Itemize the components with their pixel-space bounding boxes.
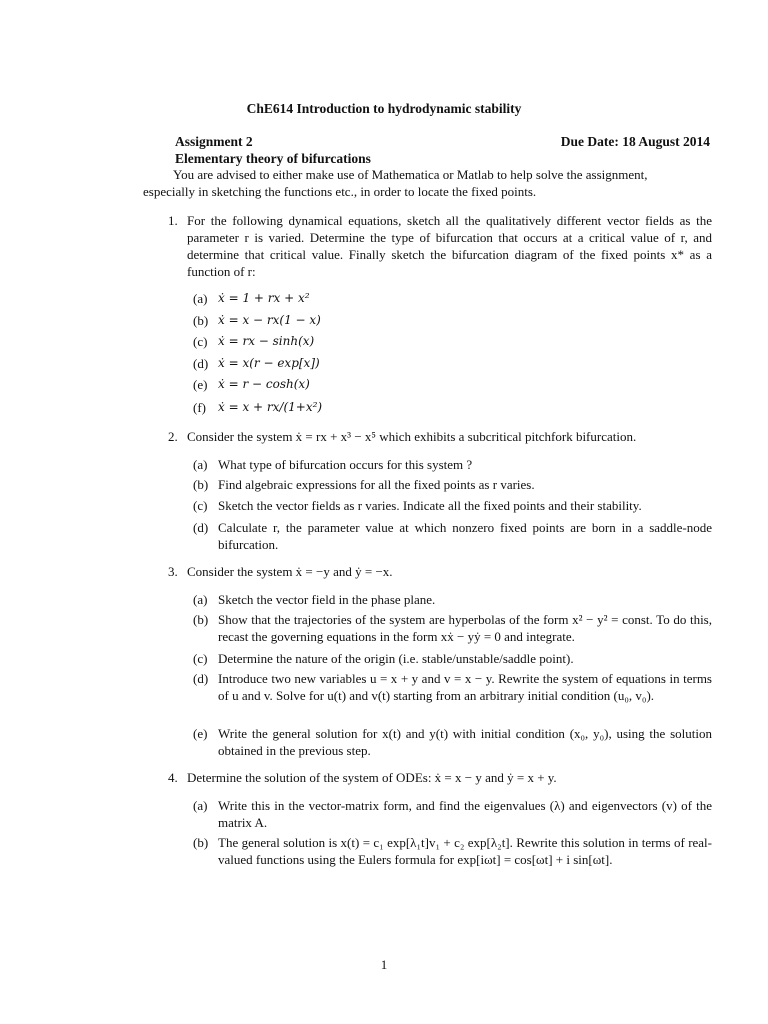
item-text: What type of bifurcation occurs for this system ? bbox=[218, 457, 473, 472]
question-1-item-c bbox=[193, 333, 712, 350]
item-text: Determine the nature of the origin (i.e. stable/unstable/saddle point). bbox=[218, 651, 574, 666]
item-label: (d) bbox=[193, 671, 209, 686]
item-label: (c) bbox=[193, 334, 208, 349]
question-2-item-a bbox=[193, 456, 712, 473]
question-number: 1. bbox=[168, 213, 178, 228]
item-text: ẋ = x + rx/(1+x²) bbox=[218, 400, 323, 414]
item-label: (e) bbox=[193, 377, 208, 392]
question-4-item-b bbox=[193, 834, 712, 868]
item-label: (f) bbox=[193, 400, 206, 415]
item-label: (c) bbox=[193, 651, 208, 666]
question-1-item-f bbox=[193, 399, 712, 416]
item-text: Find algebraic expressions for all the fixed points as r varies. bbox=[218, 477, 535, 492]
intro-line-1: You are advised to either make use of Mathematica or Matlab to help solve the assignment, bbox=[173, 167, 648, 182]
item-text: Sketch the vector fields as r varies. Indicate all the fixed points and their stability. bbox=[218, 498, 642, 513]
question-text: For the following dynamical equations, sketch all the qualitatively different vector fields as the parameter r is varied. Determine the type of bifurcation that occurs at a critical value of r, and determine that critical value. Finally sketch the bifurcation diagram of the fixed points x* as a function of r: bbox=[187, 213, 712, 279]
item-label: (b) bbox=[193, 835, 209, 850]
intro-paragraph bbox=[143, 166, 711, 200]
question-1-item-a bbox=[193, 290, 712, 307]
item-label: (b) bbox=[193, 477, 209, 492]
question-1-item-b bbox=[193, 312, 712, 329]
item-text: ẋ = x − rx(1 − x) bbox=[218, 313, 321, 327]
question-1-item-e bbox=[193, 376, 712, 393]
question-4 bbox=[168, 769, 712, 786]
item-text: ẋ = x(r − exp[x]) bbox=[218, 356, 320, 370]
item-text: ẋ = r − cosh(x) bbox=[218, 377, 310, 391]
question-1-item-d bbox=[193, 355, 712, 372]
question-3-item-c bbox=[193, 650, 712, 667]
page-number: 1 bbox=[380, 957, 388, 972]
item-text: Write this in the vector-matrix form, and find the eigenvalues (λ) and eigenvectors (v) of the matrix A. bbox=[218, 798, 712, 830]
question-number: 3. bbox=[168, 564, 178, 579]
due-date: Due Date: 18 August 2014 bbox=[560, 134, 710, 149]
item-label: (d) bbox=[193, 356, 209, 371]
question-2-item-c bbox=[193, 497, 712, 514]
item-label: (a) bbox=[193, 592, 208, 607]
question-3 bbox=[168, 563, 712, 580]
question-4-item-a bbox=[193, 797, 712, 831]
item-text: Show that the trajectories of the system are hyperbolas of the form x² − y² = const. To do this, recast the governing equations in the form xẋ − yẏ = 0 and integrate. bbox=[218, 612, 712, 644]
item-text: Introduce two new variables u = x + y and v = x − y. Rewrite the system of equations in terms of u and v. Solve for u(t) and v(t) starting from an arbitrary initial condition (u₀, v₀). bbox=[218, 671, 712, 703]
item-text: ẋ = 1 + rx + x² bbox=[218, 291, 310, 305]
item-label: (b) bbox=[193, 313, 209, 328]
item-text: Sketch the vector field in the phase plane. bbox=[218, 592, 436, 607]
question-3-item-b bbox=[193, 611, 712, 645]
question-2-item-b bbox=[193, 476, 712, 493]
question-text: Consider the system ẋ = −y and ẏ = −x. bbox=[187, 564, 393, 579]
assignment-label: Assignment 2 bbox=[175, 134, 253, 149]
question-1 bbox=[168, 212, 712, 280]
question-number: 4. bbox=[168, 770, 178, 785]
item-text: Calculate r, the parameter value at which nonzero fixed points are born in a saddle-node bifurcation. bbox=[218, 520, 712, 552]
item-text: ẋ = rx − sinh(x) bbox=[218, 334, 315, 348]
question-number: 2. bbox=[168, 429, 178, 444]
section-subtitle: Elementary theory of bifurcations bbox=[175, 151, 371, 166]
item-label: (c) bbox=[193, 498, 208, 513]
intro-line-2: especially in sketching the functions etc., in order to locate the fixed points. bbox=[143, 184, 537, 199]
question-text: Determine the solution of the system of ODEs: ẋ = x − y and ẏ = x + y. bbox=[187, 770, 557, 785]
item-text: Write the general solution for x(t) and y(t) with initial condition (x₀, y₀), using the solution obtained in the previous step. bbox=[218, 726, 712, 758]
question-3-item-e bbox=[193, 725, 712, 759]
item-label: (a) bbox=[193, 798, 208, 813]
page-title: ChE614 Introduction to hydrodynamic stability bbox=[246, 101, 522, 116]
item-label: (b) bbox=[193, 612, 209, 627]
item-label: (a) bbox=[193, 457, 208, 472]
question-2 bbox=[168, 428, 712, 445]
question-2-item-d bbox=[193, 519, 712, 553]
item-text: The general solution is x(t) = c₁ exp[λ₁t]v₁ + c₂ exp[λ₂t]. Rewrite this solution in terms of real-valued functions using the Eulers formula for exp[iωt] = cos[ωt] + i sin[ωt]. bbox=[218, 835, 712, 867]
question-3-item-d bbox=[193, 670, 712, 704]
item-label: (d) bbox=[193, 520, 209, 535]
question-text: Consider the system ẋ = rx + x³ − x⁵ which exhibits a subcritical pitchfork bifurcation. bbox=[187, 429, 637, 444]
item-label: (e) bbox=[193, 726, 208, 741]
item-label: (a) bbox=[193, 291, 208, 306]
question-3-item-a bbox=[193, 591, 712, 608]
